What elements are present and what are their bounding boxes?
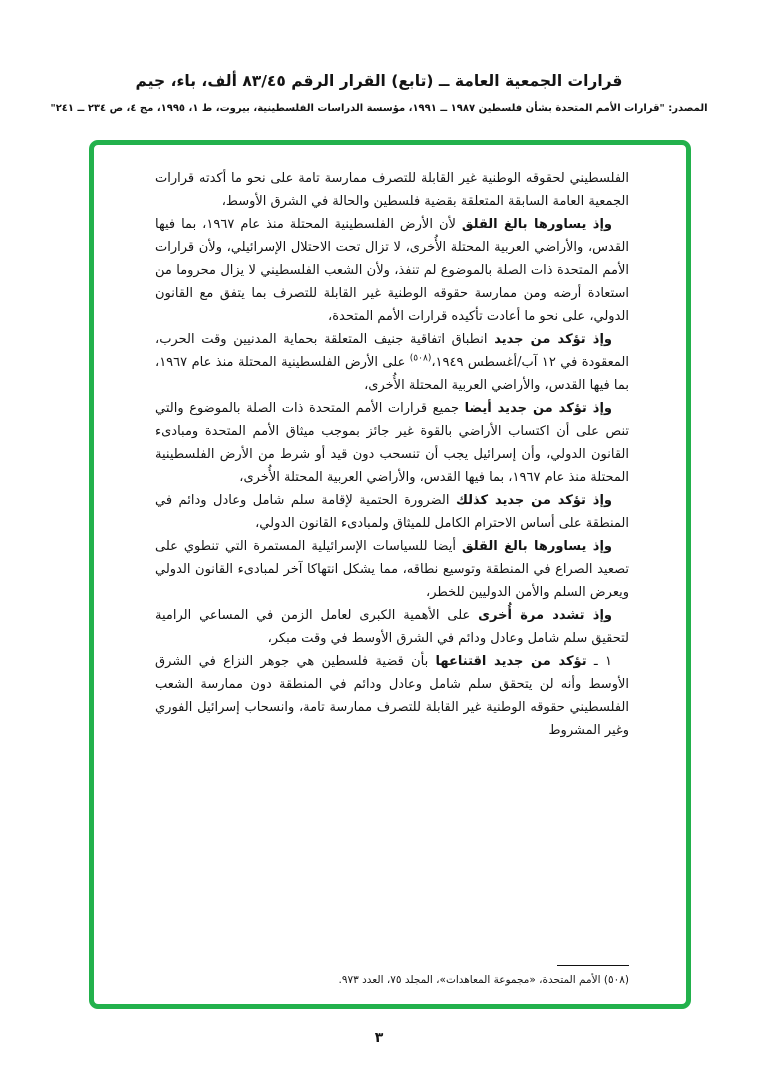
paragraph (155, 650, 629, 742)
paragraph (155, 604, 629, 650)
paragraph-lead: وإذ تؤكد من جديد كذلك (456, 493, 612, 508)
paragraph-lead: وإذ تشدد مرة أُخرى (478, 608, 612, 623)
paragraph-text: على الأرض الفلسطينية المحتلة منذ عام ١٩٦٧، بما فيها القدس، والأراضي العربية المحتلة الأُخرى، (155, 355, 629, 393)
paragraph-text: الضرورة الحتمية لإقامة سلم شامل وعادل ودائم في المنطقة على أساس الاحترام الكامل للميثاق ولمبادىء القانون الدولي، (155, 493, 629, 531)
footnote-area (155, 965, 629, 988)
paragraph-text: انطباق اتفاقية جنيف المتعلقة بحماية المدنيين وقت الحرب، المعقودة في ١٢ آب/أغسطس ١٩٤٩، (155, 332, 629, 370)
resolution-text (155, 167, 629, 931)
paragraph (155, 489, 629, 535)
paragraph-text: أيضا للسياسات الإسرائيلية المستمرة التي تنطوي على تصعيد الصراع في المنطقة وتوسيع نطاقه، مما يشكل انتهاكا آخر لمبادىء القانون الدولي ويعرض السلم والأمن الدوليين للخطر، (155, 539, 629, 600)
footnote-divider (557, 965, 629, 966)
paragraph (155, 213, 629, 328)
paragraph-text: جميع قرارات الأمم المتحدة ذات الصلة بالموضوع والتي تنص على أن اكتساب الأراضي بالقوة غير جائز بموجب ميثاق الأمم المتحدة ومبادىء القانون الدولي، وأن إسرائيل يجب أن تنسحب دون قيد أو شرط من الأرض الفلسطينية المحتلة منذ عام ١٩٦٧، بما فيها القدس، والأراضي العربية المحتلة الأُخرى، (155, 401, 629, 485)
page-title: قرارات الجمعية العامة ــ (تابع) القرار الرقم ٨٣/٤٥ ألف، باء، جيم (135, 72, 623, 90)
green-frame (89, 140, 691, 1009)
footnote-ref: (٥٠٨) (409, 353, 432, 364)
paragraph-lead: وإذ تؤكد من جديد (494, 332, 612, 347)
paragraph-lead: وإذ يساورها بالغ القلق (461, 539, 612, 554)
paragraph-number: ١ ـ (586, 654, 612, 669)
paragraph-text: الفلسطيني لحقوقه الوطنية غير القابلة للتصرف ممارسة تامة على نحو ما أكدته قرارات الجمعية العامة السابقة المتعلقة بقضية فلسطين والحالة في الشرق الأوسط، (155, 171, 629, 209)
paragraph-text: على الأهمية الكبرى لعامل الزمن في المساعي الرامية لتحقيق سلم شامل وعادل ودائم في الشرق الأوسط في وقت مبكر، (155, 608, 629, 646)
paragraph-lead: وإذ يساورها بالغ القلق (461, 217, 613, 232)
paragraph (155, 397, 629, 489)
footnote: (٥٠٨) الأمم المتحدة، «مجموعة المعاهدات»، المجلد ٧٥، العدد ٩٧٣. (338, 974, 629, 986)
paragraph-lead: تؤكد من جديد اقتناعها (435, 654, 587, 669)
paragraph (155, 535, 629, 604)
paragraph-lead: وإذ تؤكد من جديد أيضا (464, 401, 612, 416)
source-line: المصدر: "قرارات الأمم المتحدة بشأن فلسطين ١٩٨٧ ــ ١٩٩١، مؤسسة الدراسات الفلسطينية، بيروت، ط ١، ١٩٩٥، مج ٤، ص ٢٣٤ ــ ٢٤١" (50, 103, 708, 114)
paragraph (155, 167, 629, 213)
paragraph-text: لأن الأرض الفلسطينية المحتلة منذ عام ١٩٦٧، بما فيها القدس، والأراضي العربية المحتلة الأُخرى، لا تزال تحت الاحتلال الإسرائيلي، ولأن قرارات الأمم المتحدة ذات الصلة بالموضوع لم تنفذ، ولأن الشعب الفلسطيني لا يزال محروما من استعادة أرضه ومن ممارسة حقوقه الوطنية غير القابلة للتصرف بما يتفق مع القانون الدولي، على نحو ما أعادت تأكيده قرارات الأمم المتحدة، (155, 217, 629, 324)
paragraph (155, 328, 629, 397)
paragraph-text: بأن قضية فلسطين هي جوهر النزاع في الشرق الأوسط وأنه لن يتحقق سلم شامل وعادل ودائم في المنطقة دون ممارسة الشعب الفلسطيني حقوقه الوطنية غير القابلة للتصرف ممارسة تامة، وانسحاب إسرائيل الفوري وغير المشروط (155, 654, 629, 738)
page-number: ٣ (374, 1030, 384, 1046)
